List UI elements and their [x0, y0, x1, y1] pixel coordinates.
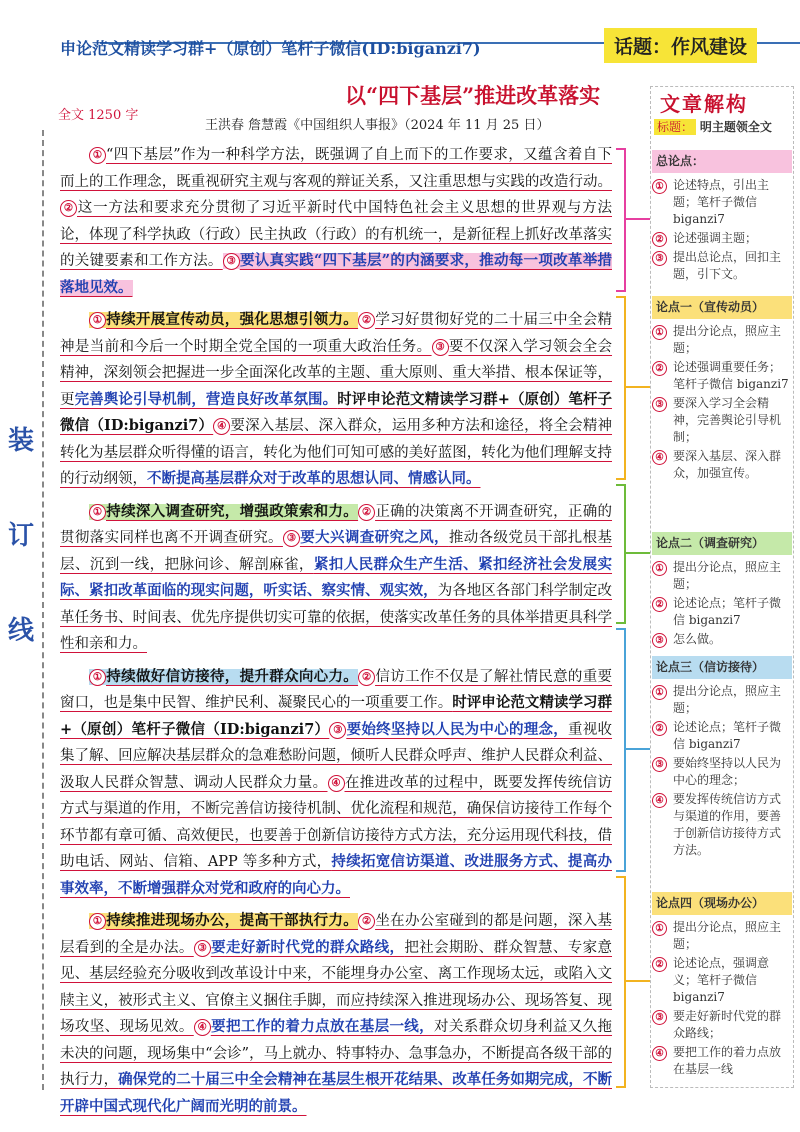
brace-intro [616, 148, 626, 292]
sidebar-char-2: 订 [8, 521, 35, 551]
word-count: 全文 1250 字 [58, 108, 139, 123]
connector-point-3 [626, 748, 650, 750]
promo-text: 时评申论范文精读学习群+（原创）笔杆子微信（ID:biganzi7） [60, 390, 612, 434]
topic-badge: 话题：作风建设 [604, 28, 757, 63]
structure-heading: 文章解构 [660, 92, 748, 116]
num-circle: ④ [213, 418, 230, 435]
num-circle: ③ [432, 339, 449, 356]
num-circle: ② [358, 913, 375, 930]
connector-intro [626, 218, 650, 220]
num-circle: ① [89, 504, 106, 521]
promo-text: 时评申论范文精读学习群+（原创）笔杆子微信（ID:biganzi7） [60, 694, 613, 738]
num-circle: ① [89, 147, 106, 164]
brace-point-4 [616, 876, 626, 1088]
section-summary: 总论点： ① 论述特点，引出主题；笔杆子微信 biganzi7 ② 论述强调主题； ③ 提出总论点，回扣主题，引下文。 [652, 150, 792, 285]
paragraph-point-2: ① 持续深入调查研究，增强政策索和力。 ② 正确的决策离不开调查研究，正确的贯彻落实同样也离不开调查研究。 ③ 要大兴调查研究之风，推动各级党员干部扎根基层、沉到一线，把脉问诊、解剖麻雀，紧扣人民群众生产生活、紧扣经济社会发展实际、紧扣改革面临的现实问题，听实话、察实情、观实效，为各地区各部门科学制定改革任务书、时间表、优先序提供切实可靠的依据，使落实改革任务的具体举措更具科学性和亲和力。 [60, 502, 613, 652]
point-1-heading: 持续开展宣传动员，强化思想引领力。 [106, 311, 359, 328]
connector-point-1 [626, 386, 650, 388]
point-3-heading: 持续做好信访接待，提升群众向心力。 [106, 667, 359, 685]
connector-point-4 [626, 980, 650, 982]
author-source: 王洪春 詹慧霞《中国组织人事报》（2024 年 11 月 25 日） [205, 118, 550, 133]
section-point-4: 论点四（现场办公） ① 提出分论点，照应主题； ② 论述论点，强调意义；笔杆子微信 biganzi7 ③ 要走好新时代党的群众路线； ④ 要把工作的着力点放在基层一线 [652, 892, 792, 1080]
num-circle: ② [358, 312, 375, 329]
section-point-3: 论点三（信访接待） ① 提出分论点，照应主题； ② 论述论点；笔杆子微信 biganzi7 ③ 要始终坚持以人民为中心的理念； ④ 要发挥传统信访方式与渠道的作用，要善于创新信访接待方式方法。 [652, 656, 792, 861]
section-point-2: 论点二（调查研究） ① 提出分论点，照应主题； ② 论述论点；笔杆子微信 biganzi7 ③ 怎么做。 [652, 532, 792, 650]
brace-point-1 [616, 296, 626, 480]
thesis-highlight: 要认真实践“四下基层”的内涵要求，推动每一项改革举措落地见效。 [60, 252, 612, 296]
point-4-heading: 持续推进现场办公，提高干部执行力。 [106, 912, 359, 929]
section-point-1: 论点一（宣传动员） ① 提出分论点，照应主题； ② 论述强调重要任务；笔杆子微信 biganzi7 ③ 要深入学习全会精神，完善舆论引导机制； ④ 要深入基层、深入群众，加强宣传。 [652, 296, 792, 484]
num-circle: ② [358, 669, 375, 686]
paragraph-point-1: ① 持续开展宣传动员，强化思想引领力。 ② 学习好贯彻好党的二十届三中全会精神是当前和今后一个时期全党全国的一项重大政治任务。 ③ 要不仅深入学习领会全会精神，深刻领会把握进一步全面深化改革的主题、重大原则、重大举措、根本保证等，更完善舆论引导机制，营造良好改革氛围。时评申论范文精读学习群+（原创）笔杆子微信（ID:biganzi7） ④ 要深入基层、深入群众，运用多种方法和途径，将全会精神转化为基层群众听得懂的语言，转化为他们可知可感的美好蓝图，转化为他们理解支持的行动纲领，不断提高基层群众对于改革的思想认同、情感认同。 [60, 311, 613, 487]
brace-point-3 [616, 628, 626, 872]
sidebar-char-3: 线 [8, 616, 35, 646]
num-circle: ① [89, 312, 106, 329]
title-note: 标题： 明主题领全文 [654, 118, 772, 135]
point-2-heading: 持续深入调查研究，增强政策索和力。 [106, 502, 359, 520]
paragraph-intro: ① “四下基层”作为一种科学方法，既强调了自上而下的工作要求，又蕴含着自下而上的工作理念，既重视研究主观与客观的辩证关系，又注重思想与实践的改造行动。② 这一方法和要求充分贯彻了习近平新时代中国特色社会主义思想的世界观与方法论，体现了科学执政（行政）民主执政（行政）的有机统一，是新征程上抓好改革落实的关键要素和工作方法。 ③ 要认真实践“四下基层”的内涵要求，推动每一项改革举措落地见效。 [60, 147, 612, 296]
num-circle: ③ [194, 940, 211, 957]
group-title: 申论范文精读学习群+（原创）笔杆子微信(ID:biganzi7) [60, 39, 481, 58]
num-circle: ③ [329, 722, 346, 739]
num-circle: ③ [283, 530, 300, 547]
binding-dashed-line [42, 130, 44, 1090]
article-title: 以“四下基层”推进改革落实 [345, 83, 601, 108]
num-circle: ① [89, 669, 106, 686]
num-circle: ④ [194, 1019, 211, 1036]
sidebar-char-1: 装 [8, 426, 35, 456]
num-circle: ② [358, 504, 375, 521]
num-circle: ① [89, 913, 106, 930]
paragraph-point-3: ① 持续做好信访接待，提升群众向心力。 ② 信访工作不仅是了解社情民意的重要窗口，也是集中民智、维护民利、凝聚民心的一项重要工作。时评申论范文精读学习群+（原创）笔杆子微信（ID:biganzi7） ③ 要始终坚持以人民为中心的理念，重视收集了解、回应解决基层群众的急难愁盼问题，倾听人民群众呼声、维护人民群众利益、汲取人民群众智慧、调动人民群众力量。 ④ 在推进改革的过程中，既要发挥传统信访方式与渠道的作用，不断完善信访接待机制、优化流程和规范，确保信访接待工作每个环节都有章可循、高效便民，也要善于创新信访接待方式方法，充分运用现代科技，借助电话、网站、信箱、APP 等多种方式，持续拓宽信访渠道、改进服务方式、提高办事效率，不断增强群众对党和政府的向心力。 [60, 667, 613, 897]
num-circle: ③ [223, 253, 240, 270]
connector-point-2 [626, 552, 650, 554]
paragraph-point-4: ① 持续推进现场办公，提高干部执行力。 ② 坐在办公室碰到的都是问题，深入基层看到的全是办法。 ③ 要走好新时代党的群众路线，把社会期盼、群众智慧、专家意见、基层经验充分吸收到改革设计中来，不能埋身办公室、离工作现场太远，或陷入文牍主义，被形式主义、官僚主义捆住手脚，而应持续深入推进现场办公、现场答复、现场攻坚、现场见效。 ④ 要把工作的着力点放在基层一线，对关系群众切身利益又久拖未决的问题，现场集中“会诊”，马上就办、特事特办、急事急办，不断提高各级干部的执行力，确保党的二十届三中全会精神在基层生根开花结果、改革任务如期完成，不断开辟中国式现代化广阔而光明的前景。 [60, 912, 613, 1115]
article-body [60, 142, 612, 1122]
num-circle: ④ [328, 775, 345, 792]
brace-point-2 [616, 484, 626, 624]
num-circle: ② [60, 200, 77, 217]
